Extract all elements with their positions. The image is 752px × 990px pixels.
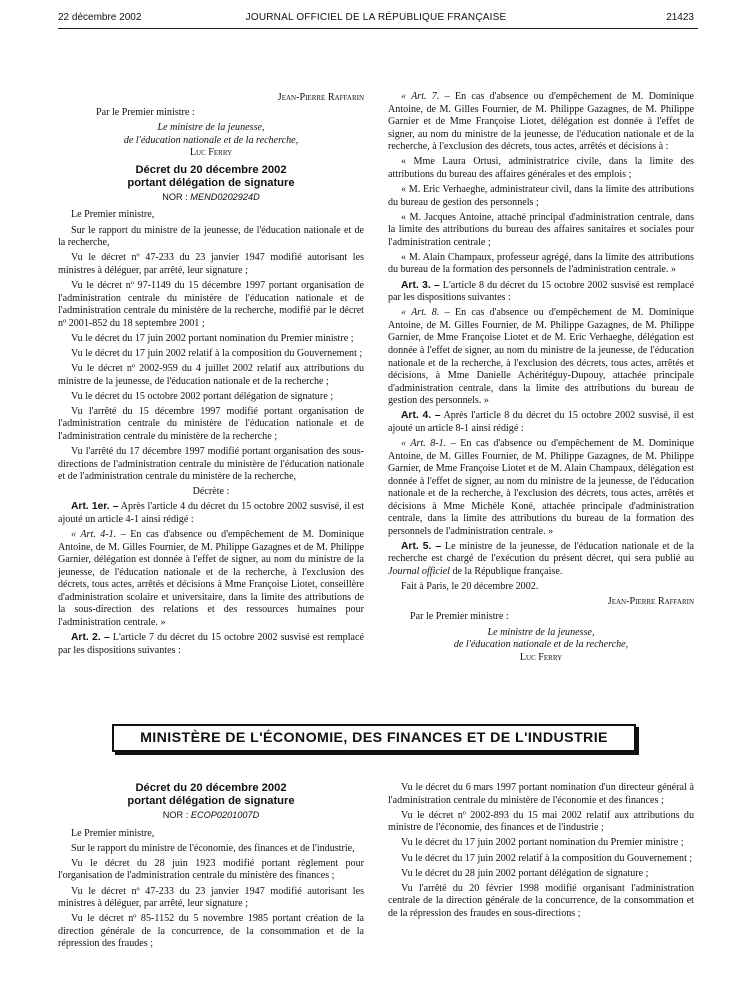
article-8-1: « Art. 8-1. – En cas d'absence ou d'empêchement de M. Dominique Antoine, de M. Gilles Fournier, de M. Philippe Gazagnes, de M. Philippe Garnier, de Mme Françoise Liotet et de M. Alain Champaux, délégation est donnée à l'effet de signer, au nom du ministre de la jeunesse, de l'éducation nationale et de la recherche, à l'exclusion des décrets, tous actes, arrêtés et décisions à Mme Michèle Koné, attachée principale d'administration centrale, dans la limite des attributions du bureau de la formation des personnels de l'administration centrale. » <box>388 437 694 537</box>
paragraph: Vu le décret nº 47-233 du 23 janvier 1947 modifié autorisant les ministres à déléguer, par arrêté, leur signature ; <box>58 252 364 276</box>
paragraph: « M. Jacques Antoine, attaché principal d'administration centrale, dans la limite des attributions du bureau des affaires sanitaires et sociales pour l'administration centrale ; <box>388 211 694 248</box>
paragraph: Vu le décret du 17 juin 2002 portant nomination du Premier ministre ; <box>401 837 684 849</box>
signature-pm: Par le Premier ministre : <box>410 611 509 623</box>
header-date: 22 décembre 2002 <box>58 12 142 23</box>
paragraph: Sur le rapport du ministre de la jeunesse, de l'éducation nationale et de la recherche, <box>58 224 364 249</box>
header-rule <box>58 28 698 29</box>
paragraph: Vu le décret nº 2002-959 du 4 juillet 2002 relatif aux attributions du ministre de la jeunesse, de l'éducation nationale et de la recherche ; <box>58 363 364 387</box>
paragraph: Sur le rapport du ministre de l'économie, des finances et de l'industrie, <box>71 842 355 854</box>
paragraph: Vu l'arrêté du 17 décembre 1997 modifié portant organisation des sous-directions de l'administration centrale du ministère de l'éducation nationale et de l'administration centrale du ministère de la recherche, <box>58 446 364 483</box>
paragraph: Vu le décret du 17 juin 2002 relatif à la composition du Gouvernement ; <box>71 347 363 359</box>
paragraph: Le Premier ministre, <box>71 209 155 221</box>
ministry-banner: MINISTÈRE DE L'ÉCONOMIE, DES FINANCES ET DE L'INDUSTRIE <box>112 724 636 752</box>
paragraph: « M. Alain Champaux, professeur agrégé, dans la limite des attributions du bureau de la formation des personnels de l'administration centrale. » <box>388 251 694 276</box>
right-column <box>388 91 694 664</box>
signature-minister-name: Luc Ferry <box>519 651 563 663</box>
paragraph: « Mme Laura Ortusi, administratrice civile, dans la limite des attributions du bureau des affaires générales et des emplois ; <box>388 156 694 180</box>
article-4-1: « Art. 4-1. – En cas d'absence ou d'empêchement de M. Dominique Antoine, de M. Gilles Fournier, de M. Philippe Gazagnes et de M. Philippe Garnier, délégation est donnée à l'effet de signer, au nom du ministre de la jeunesse, de l'éducation nationale et de la recherche, à l'exclusion des décrets, tous actes, arrêtés et décisions à Mme Françoise Liotet, conseillère d'administration scolaire et universitaire, dans la limite des attributions de la sous-direction des relations et des ressources humaines pour l'administration centrale. » <box>58 529 364 628</box>
paragraph: Vu l'arrêté du 20 février 1998 modifié organisant l'administration centrale de la direction générale de la concurrence, de la consommation et de la répression des fraudes en sous-directions ; <box>388 882 694 919</box>
decree-title-line-1: Décret du 20 décembre 2002 <box>135 163 287 176</box>
decree-title <box>58 782 364 808</box>
paragraph: Le Premier ministre, <box>71 827 155 839</box>
signature-minister-line-2: de l'éducation nationale et de la recherche, <box>453 639 629 651</box>
bottom-right-column <box>388 782 694 923</box>
paragraph: Vu le décret nº 97-1149 du 15 décembre 1997 portant organisation de l'administration centrale du ministère de l'éducation nationale et de l'administration centrale du ministère de la recherche, modifié par le décret nº 2001-852 du 18 septembre 2001 ; <box>58 279 364 329</box>
signature-minister-name: Luc Ferry <box>189 147 233 159</box>
paragraph: Vu le décret du 17 juin 2002 portant nomination du Premier ministre ; <box>71 332 354 344</box>
signature-name: Jean-Pierre Raffarin <box>277 92 364 103</box>
header-title: JOURNAL OFFICIEL DE LA RÉPUBLIQUE FRANÇAISE <box>245 12 507 23</box>
fait-a-paris: Fait à Paris, le 20 décembre 2002. <box>401 581 539 593</box>
paragraph: Vu l'arrêté du 15 décembre 1997 modifié portant organisation de l'administration centrale du ministère de l'éducation nationale et de l'administration centrale du ministère de la recherche ; <box>58 405 364 442</box>
article-3: Art. 3. – L'article 8 du décret du 15 octobre 2002 susvisé est remplacé par les dispositions suivantes : <box>388 279 694 304</box>
nor-reference: NOR : ECOP0201007D <box>162 810 260 820</box>
article-2: Art. 2. – L'article 7 du décret du 15 octobre 2002 susvisé est remplacé par les dispositions suivantes : <box>58 632 364 656</box>
article-1: Art. 1er. – Après l'article 4 du décret du 15 octobre 2002 susvisé, il est ajouté un article 4-1 ainsi rédigé : <box>58 501 364 526</box>
paragraph: « M. Eric Verhaeghe, administrateur civil, dans la limite des attributions du bureau de gestion des personnels ; <box>388 184 694 208</box>
article-5: Art. 5. – Le ministre de la jeunesse, de l'éducation nationale et de la recherche est chargé de l'exécution du présent décret, qui sera publié au Journal officiel de la République française. <box>388 540 694 578</box>
decree-title-line-1: Décret du 20 décembre 2002 <box>135 782 287 794</box>
decree-title-line-2: portant délégation de signature <box>127 795 295 807</box>
paragraph: Vu le décret nº 85-1152 du 5 novembre 1985 portant création de la direction générale de la concurrence, de la consommation et de la répression des fraudes ; <box>58 913 364 950</box>
signature-minister-line-1: Le ministre de la jeunesse, <box>487 626 595 638</box>
nor-reference: NOR : MEND0202924D <box>162 191 260 202</box>
decrete-label: Décrète : <box>192 486 230 498</box>
article-8: « Art. 8. – En cas d'absence ou d'empêchement de M. Dominique Antoine, de M. Gilles Fournier, de M. Philippe Gazagnes, de M. Philippe Garnier, de Mme Françoise Liotet et de M. Eric Verhaeghe, délégation est donnée à l'effet de signer, au nom du ministre de la jeunesse, de l'éducation nationale et de la recherche, à l'exclusion des décrets, tous actes, arrêtés et décisions, à Mme Danielle Achéritéguy-Dupouy, attachée principale d'administration centrale, dans la limite des attributions du bureau de gestion des personnels. » <box>388 307 694 407</box>
article-4: Art. 4. – Après l'article 8 du décret du 15 octobre 2002 susvisé, il est ajouté un article 8-1 ainsi rédigé : <box>388 410 694 434</box>
page-header <box>0 12 752 28</box>
decree-title-line-2: portant délégation de signature <box>127 176 295 189</box>
bottom-left-column <box>58 782 364 953</box>
signature-name: Jean-Pierre Raffarin <box>607 596 694 608</box>
article-7: « Art. 7. – En cas d'absence ou d'empêchement de M. Dominique Antoine, de M. Gilles Fournier, de M. Philippe Gazagnes, de M. Philippe Garnier et de Mme Françoise Liotet, délégation est donnée à l'effet de signer, au nom du ministre de la jeunesse, de l'éducation nationale et de la recherche, à l'exclusion des décrets, tous actes, arrêtés et décisions à : <box>388 91 694 153</box>
paragraph: Vu le décret nº 2002-893 du 15 mai 2002 relatif aux attributions du ministre de l'économie, des finances et de l'industrie ; <box>388 809 694 834</box>
decree-title <box>58 164 364 190</box>
signature-minister-line-1: Le ministre de la jeunesse, <box>157 122 265 134</box>
paragraph: Vu le décret du 15 octobre 2002 portant délégation de signature ; <box>71 390 334 402</box>
paragraph: Vu le décret du 17 juin 2002 relatif à la composition du Gouvernement ; <box>401 852 693 864</box>
left-column <box>58 92 364 660</box>
paragraph: Vu le décret nº 47-233 du 23 janvier 1947 modifié autorisant les ministres à déléguer, par arrêté, leur signature ; <box>58 885 364 910</box>
paragraph: Vu le décret du 28 juin 2002 portant délégation de signature ; <box>401 867 649 879</box>
signature-pm: Par le Premier ministre : <box>96 107 195 119</box>
header-page-number: 21423 <box>666 12 694 23</box>
paragraph: Vu le décret du 28 juin 1923 modifié portant règlement pour l'organisation de l'administration centrale du ministère des finances ; <box>58 857 364 882</box>
paragraph: Vu le décret du 6 mars 1997 portant nomination d'un directeur général à l'administration centrale du ministère de l'économie et des finances ; <box>388 782 694 806</box>
signature-minister-line-2: de l'éducation nationale et de la recherche, <box>123 134 299 146</box>
